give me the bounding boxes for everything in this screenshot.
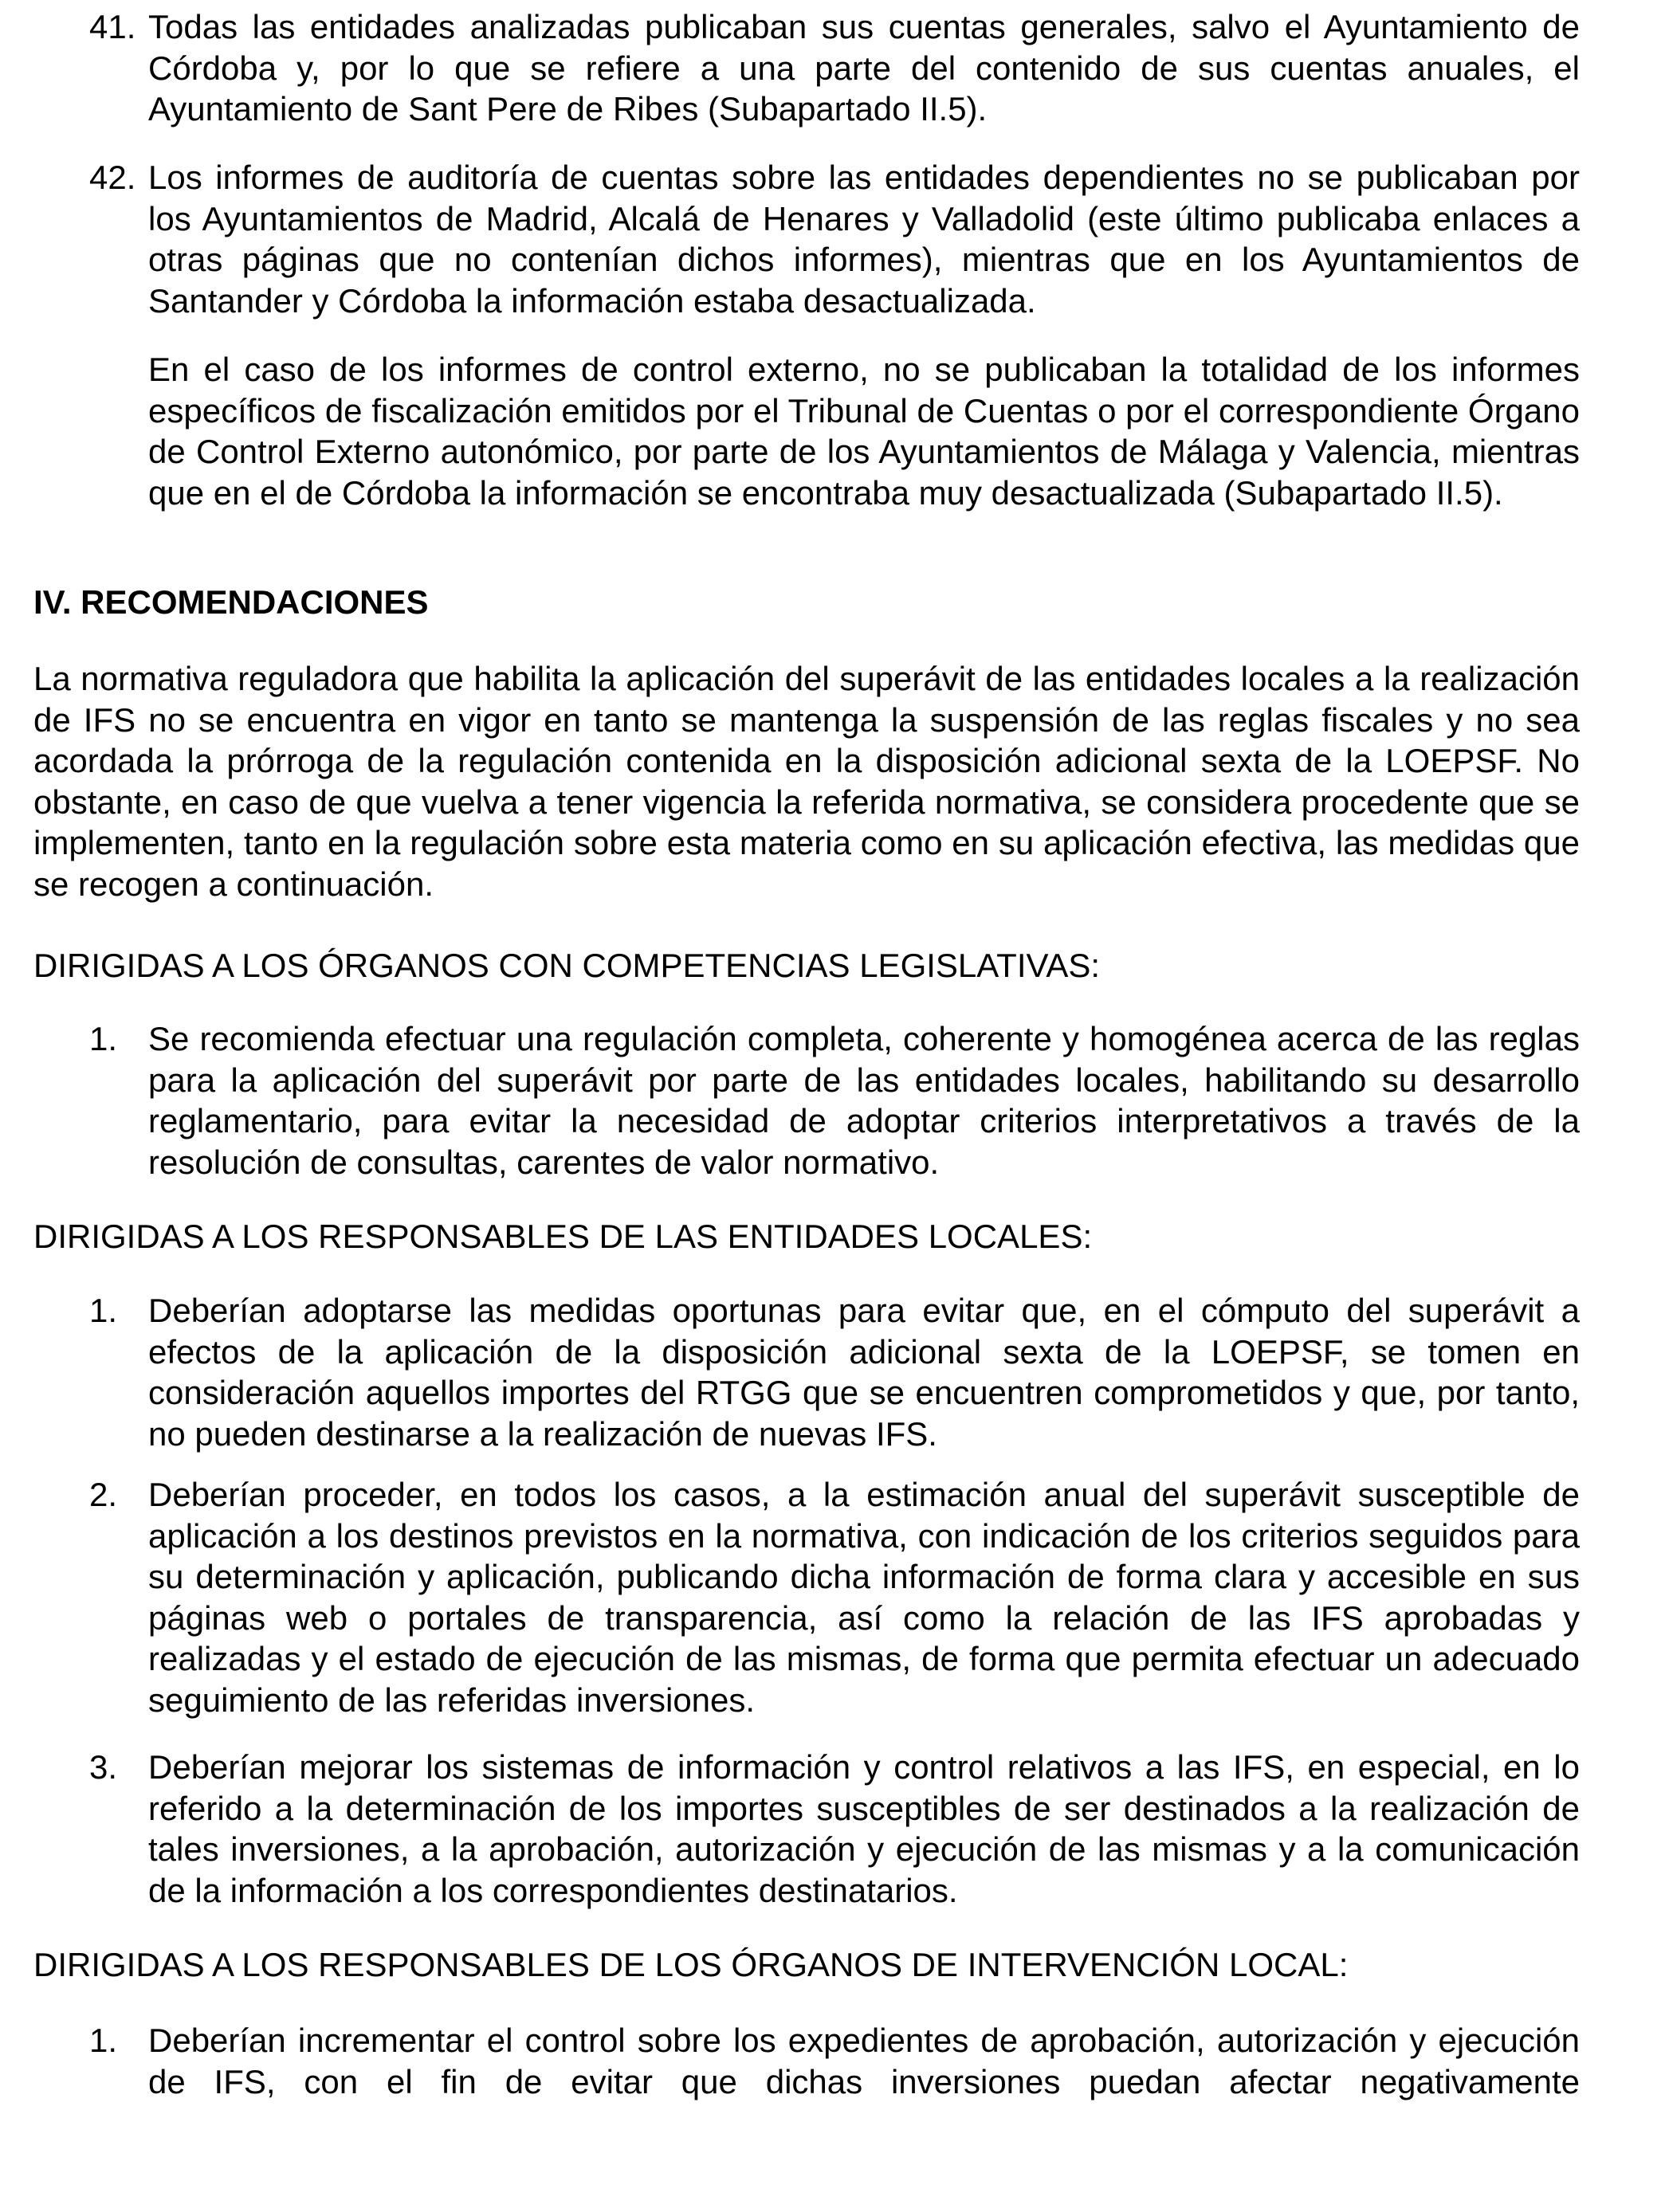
group-heading-legislativas: DIRIGIDAS A LOS ÓRGANOS CON COMPETENCIAS LEGISLATIVAS: (33, 947, 1101, 984)
item-number: 41. (89, 8, 136, 45)
item-number: 1. (89, 2022, 118, 2059)
item-text: Deberían incrementar el control sobre los expedientes de aprobación, autorización y ejecución de IFS, con el fin de evitar que dichas inversiones puedan afectar negativamente (148, 2022, 1580, 2100)
item-text: Todas las entidades analizadas publicaban sus cuentas generales, salvo el Ayuntamiento de Córdoba y, por lo que se refiere a una parte del contenido de sus cuentas anuales, el Ayuntamiento de Sant Pere de Ribes (Subapartado II.5). (148, 8, 1580, 127)
item-number: 1. (89, 1292, 118, 1329)
section-heading: IV. RECOMENDACIONES (33, 583, 429, 621)
item-text: Deberían proceder, en todos los casos, a la estimación anual del superávit susceptible de aplicación a los destinos previstos en la normativa, con indicación de los criterios seguidos para su determinación y aplicación, publicando dicha información de forma clara y accesible en sus páginas web o portales de transparencia, así como la relación de las IFS aprobadas y realizadas y el estado de ejecución de las mismas, de forma que permita efectuar un adecuado seguimiento de las referidas inversiones. (148, 1476, 1580, 1719)
item-text: Se recomienda efectuar una regulación completa, coherente y homogénea acerca de las reglas para la aplicación del superávit por parte de las entidades locales, habilitando su desarrollo reglamentario, para evitar la necesidad de adoptar criterios interpretativos a través de la resolución de consultas, carentes de valor normativo. (148, 1020, 1580, 1181)
intro-paragraph: La normativa reguladora que habilita la aplicación del superávit de las entidades locales a la realización de IFS no se encuentra en vigor en tanto se mantenga la suspensión de las reglas fiscales y no sea acordada la prórroga de la regulación contenida en la disposición adicional sexta de la LOEPSF. No obstante, en caso de que vuelva a tener vigencia la referida normativa, se considera procedente que se implementen, tanto en la regulación sobre esta materia como en su aplicación efectiva, las medidas que se recogen a continuación. (33, 660, 1580, 903)
item-number: 1. (89, 1020, 118, 1057)
item-text: Los informes de auditoría de cuentas sobre las entidades dependientes no se publicaban por los Ayuntamientos de Madrid, Alcalá de Henares y Valladolid (este último publicaba enlaces a otras páginas que no contenían dichos informes), mientras que en los Ayuntamientos de Santander y Córdoba la información estaba desactualizada. (148, 159, 1580, 320)
item-text: Deberían mejorar los sistemas de información y control relativos a las IFS, en especial, en lo referido a la determinación de los importes susceptibles de ser destinados a la realización de tales inversiones, a la aprobación, autorización y ejecución de las mismas y a la comunicación de la información a los correspondientes destinatarios. (148, 1748, 1580, 1909)
item-number: 42. (89, 159, 136, 196)
item-text: Deberían adoptarse las medidas oportunas para evitar que, en el cómputo del superávit a efectos de la aplicación de la disposición adicional sexta de la LOEPSF, se tomen en consideración aquellos importes del RTGG que se encuentren comprometidos y que, por tanto, no pueden destinarse a la realización de nuevas IFS. (148, 1292, 1580, 1453)
group-heading-entidades: DIRIGIDAS A LOS RESPONSABLES DE LAS ENTIDADES LOCALES: (33, 1218, 1093, 1255)
item-number: 3. (89, 1748, 118, 1786)
item-42-continuation: En el caso de los informes de control externo, no se publicaban la totalidad de los informes específicos de fiscalización emitidos por el Tribunal de Cuentas o por el correspondiente Órgano de Control Externo autonómico, por parte de los Ayuntamientos de Málaga y Valencia, mientras que en el de Córdoba la información se encontraba muy desactualizada (Subapartado II.5). (148, 351, 1580, 512)
item-number: 2. (89, 1476, 118, 1513)
group-heading-intervencion: DIRIGIDAS A LOS RESPONSABLES DE LOS ÓRGANOS DE INTERVENCIÓN LOCAL: (33, 1946, 1349, 1983)
